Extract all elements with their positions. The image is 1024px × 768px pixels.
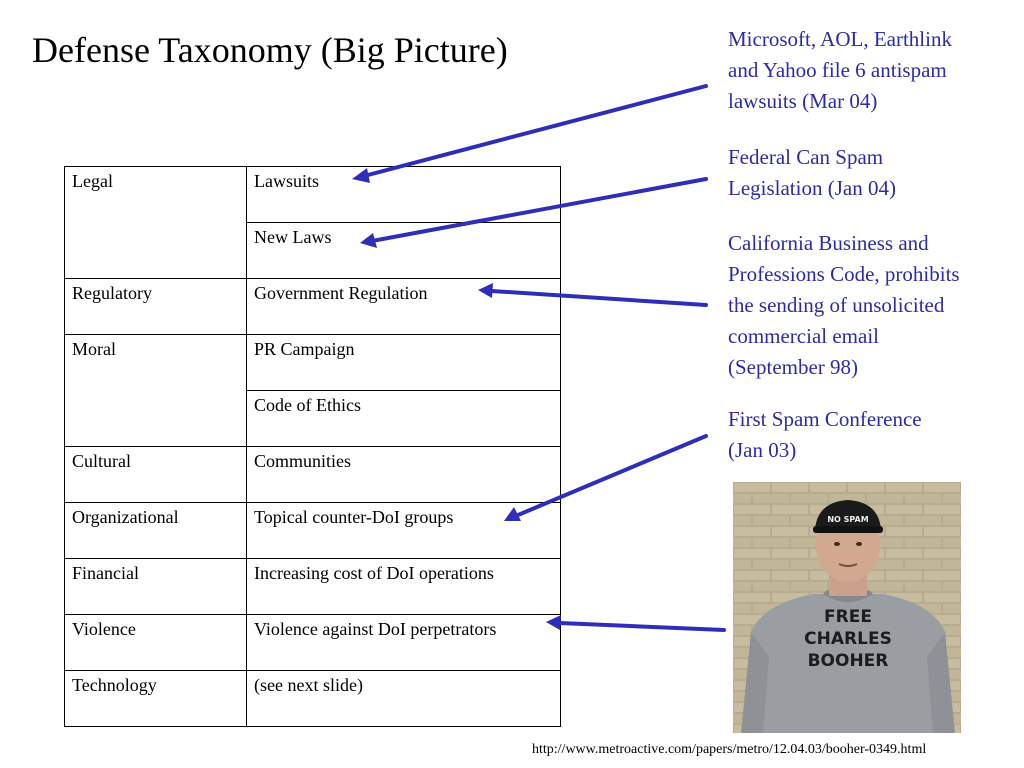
arrowhead [352, 168, 370, 183]
annotation-line: (Jan 03) [728, 438, 797, 462]
arrow-to-new-laws [372, 179, 706, 241]
annotation-line: Microsoft, AOL, Earthlink [728, 27, 952, 51]
annotation-line: the sending of unsolicited [728, 293, 945, 317]
defense-cell: (see next slide) [247, 671, 561, 727]
category-cell: Technology [65, 671, 247, 727]
shirt-line-1: FREE [824, 607, 872, 627]
annotation-line: and Yahoo file 6 antispam [728, 58, 947, 82]
annotation-line: Professions Code, prohibits [728, 262, 960, 286]
annotation-line: commercial email [728, 324, 880, 348]
annotation-line: First Spam Conference [728, 407, 922, 431]
shirt-line-2: CHARLES [804, 629, 892, 649]
category-cell: Cultural [65, 447, 247, 503]
cap-text: NO SPAM [827, 515, 869, 524]
defense-cell: New Laws [247, 223, 561, 279]
arrowhead [478, 283, 493, 298]
arrow-to-government-regulation [492, 291, 706, 305]
arrowhead [360, 233, 377, 248]
annotation-line: (September 98) [728, 355, 859, 379]
arrow-to-counter-doi-groups [518, 436, 706, 515]
annotation-line: lawsuits (Mar 04) [728, 89, 878, 113]
defense-cell: Lawsuits [247, 167, 561, 223]
category-cell: Financial [65, 559, 247, 615]
arrowhead [546, 615, 561, 630]
annotation-line: California Business and [728, 231, 929, 255]
defense-cell: Code of Ethics [247, 391, 561, 447]
category-cell: Violence [65, 615, 247, 671]
annotation-line: Legislation (Jan 04) [728, 176, 896, 200]
defense-cell: Topical counter-DoI groups [247, 503, 561, 559]
slide-title: Defense Taxonomy (Big Picture) [32, 30, 508, 70]
category-cell: Organizational [65, 503, 247, 559]
annotation-line: Federal Can Spam [728, 145, 884, 169]
category-cell: Legal [65, 167, 247, 279]
arrow-to-violence [560, 623, 724, 630]
shirt-line-3: BOOHER [807, 651, 889, 671]
source-url: http://www.metroactive.com/papers/metro/12.04.03/booher-0349.html [532, 742, 927, 757]
category-cell: Regulatory [65, 279, 247, 335]
defense-cell: PR Campaign [247, 335, 561, 391]
defense-cell: Government Regulation [247, 279, 561, 335]
arrow-to-lawsuits [364, 86, 706, 176]
category-cell: Moral [65, 335, 247, 447]
defense-cell: Increasing cost of DoI operations [247, 559, 561, 615]
defense-cell: Communities [247, 447, 561, 503]
defense-cell: Violence against DoI perpetrators [247, 615, 561, 671]
